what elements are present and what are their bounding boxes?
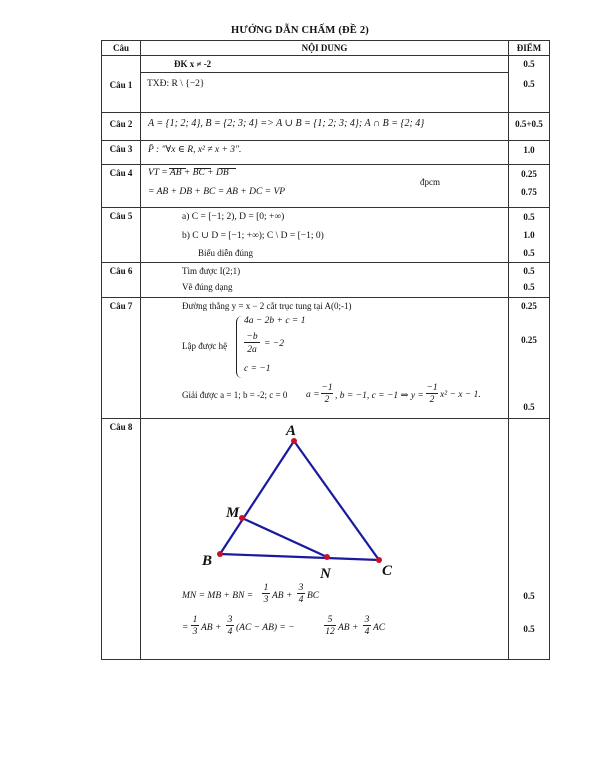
segment-MN (242, 518, 327, 557)
vertex-text: Tìm được I(2;1) (182, 266, 241, 276)
question-label: Câu 2 (109, 119, 133, 129)
label-A: A (286, 423, 297, 439)
points-value: 0.5 (523, 402, 535, 412)
points-value: 0.75 (521, 187, 537, 197)
points-value: 1.0 (523, 230, 535, 240)
equation-2-ab: AB + (338, 623, 359, 633)
table-row (102, 419, 550, 660)
side-BC (220, 554, 379, 560)
system-label: Lập được hệ (182, 341, 228, 351)
points-value: 0.5 (523, 212, 535, 222)
points-value: 0.5 (523, 282, 535, 292)
system-eq-1: 4a − 2b + c = 1 (244, 316, 306, 326)
part-b: b) C ∪ D = [−1; +∞); C \ D = [−1; 0) (182, 231, 324, 241)
points-value: 0.5 (523, 591, 535, 601)
draw-text: Vẽ đúng dạng (182, 282, 233, 292)
points-value: 0.25 (521, 169, 537, 179)
system-eq-3: c = −1 (244, 364, 271, 374)
negation-statement: P̄ : "∀x ∈ R, x² ≠ x + 3". (148, 145, 242, 155)
header-row (102, 41, 550, 56)
part-a: a) C = [−1; 2), D = [0; +∞) (182, 212, 285, 222)
frac-num: 3 (364, 615, 370, 625)
table-row (102, 208, 550, 263)
equation-2-end: AC (373, 623, 386, 633)
question-label: Câu 8 (109, 422, 133, 432)
point-M (239, 515, 245, 521)
table-row (102, 141, 550, 165)
question-label: Câu 3 (109, 144, 133, 154)
points-value: 0.25 (521, 335, 537, 345)
points-value: 0.5 (523, 248, 535, 258)
frac-num: 3 (227, 615, 233, 625)
point-N (324, 554, 330, 560)
frac-num: 1 (263, 583, 269, 593)
system-eq-2-den: 2a (247, 345, 257, 355)
frac-den: 3 (263, 595, 269, 605)
page-title: HƯỚNG DẪN CHẤM (ĐỀ 2) (231, 25, 369, 36)
points-value: 0.5 (523, 59, 535, 69)
question-label: Câu 4 (109, 168, 133, 178)
side-AC (294, 441, 379, 560)
header-content: NỘI DUNG (141, 41, 509, 56)
label-B: B (202, 553, 213, 569)
equation-1-mid: AB + (272, 591, 293, 601)
dpcm-text: đpcm (420, 177, 440, 187)
frac-den: 12 (325, 627, 335, 637)
system-eq-2-rest: = −2 (264, 339, 284, 349)
points-value: 0.5 (523, 79, 535, 89)
equation-2-start: = (182, 623, 189, 633)
equation-1-end: BC (307, 591, 320, 601)
frac-den: 3 (192, 627, 198, 637)
header-question: Câu (102, 41, 141, 56)
points-value: 0.5 (523, 266, 535, 276)
points-value: 0.25 (521, 301, 537, 311)
system-eq-2-num: −b (244, 332, 260, 343)
table-row (102, 263, 550, 298)
vector-line-1: VT = AB + BC + DB (148, 168, 229, 178)
table-row (102, 298, 550, 419)
label-N: N (320, 566, 331, 582)
frac-num: −1 (426, 383, 438, 393)
question-label: Câu 5 (109, 211, 133, 221)
set-operations: A = {1; 2; 4}, B = {2; 3; 4} => A ∪ B = {1; 2; 3; 4}; A ∩ B = {2; 4} (148, 118, 425, 129)
solution-text: Giải được a = 1; b = -2; c = 0 (182, 390, 288, 400)
solution-a: a = (306, 390, 320, 400)
equation-2-mid: AB + (201, 623, 222, 633)
frac-den: 2 (324, 395, 330, 405)
question-label: Câu 6 (109, 266, 133, 276)
frac-num: 3 (298, 583, 304, 593)
frac-den: 2 (429, 395, 435, 405)
equation-1-start: MN = MB + BN = (182, 591, 254, 601)
domain-text: TXĐ: R \ {−2} (147, 79, 205, 89)
frac-den: 4 (298, 595, 304, 605)
frac-den: 4 (364, 627, 370, 637)
points-value: 0.5 (523, 624, 535, 634)
solution-rest: , b = −1, c = −1 ⇒ y = (335, 391, 424, 401)
question-label: Câu 7 (109, 301, 133, 311)
solution-final: x² − x − 1. (440, 390, 481, 400)
representation-text: Biểu diễn đúng (198, 248, 253, 258)
question-label: Câu 1 (109, 80, 133, 90)
points-value: 0.5+0.5 (515, 119, 543, 129)
vector-line-2: = AB + DB + BC = AB + DC = VP (148, 187, 286, 197)
frac-den: 4 (227, 627, 233, 637)
system-brace (236, 316, 242, 378)
condition-text: ĐK x ≠ -2 (174, 59, 212, 69)
line-intersection-text: Đường thẳng y = x − 2 cắt trục tung tại A(0;-1) (182, 301, 352, 311)
label-M: M (226, 505, 240, 521)
triangle-figure (190, 419, 430, 584)
label-C: C (382, 563, 393, 579)
table-row (102, 56, 550, 113)
frac-num: 5 (324, 615, 336, 626)
points-value: 1.0 (523, 145, 535, 155)
grading-table (101, 40, 550, 660)
table-row (102, 113, 550, 141)
equation-2-paren: (AC − AB) = − (236, 623, 295, 633)
frac-num: 1 (192, 615, 198, 625)
table-row (102, 165, 550, 208)
frac-num: −1 (321, 383, 333, 393)
header-points: ĐIỂM (509, 41, 550, 56)
point-B (217, 551, 223, 557)
